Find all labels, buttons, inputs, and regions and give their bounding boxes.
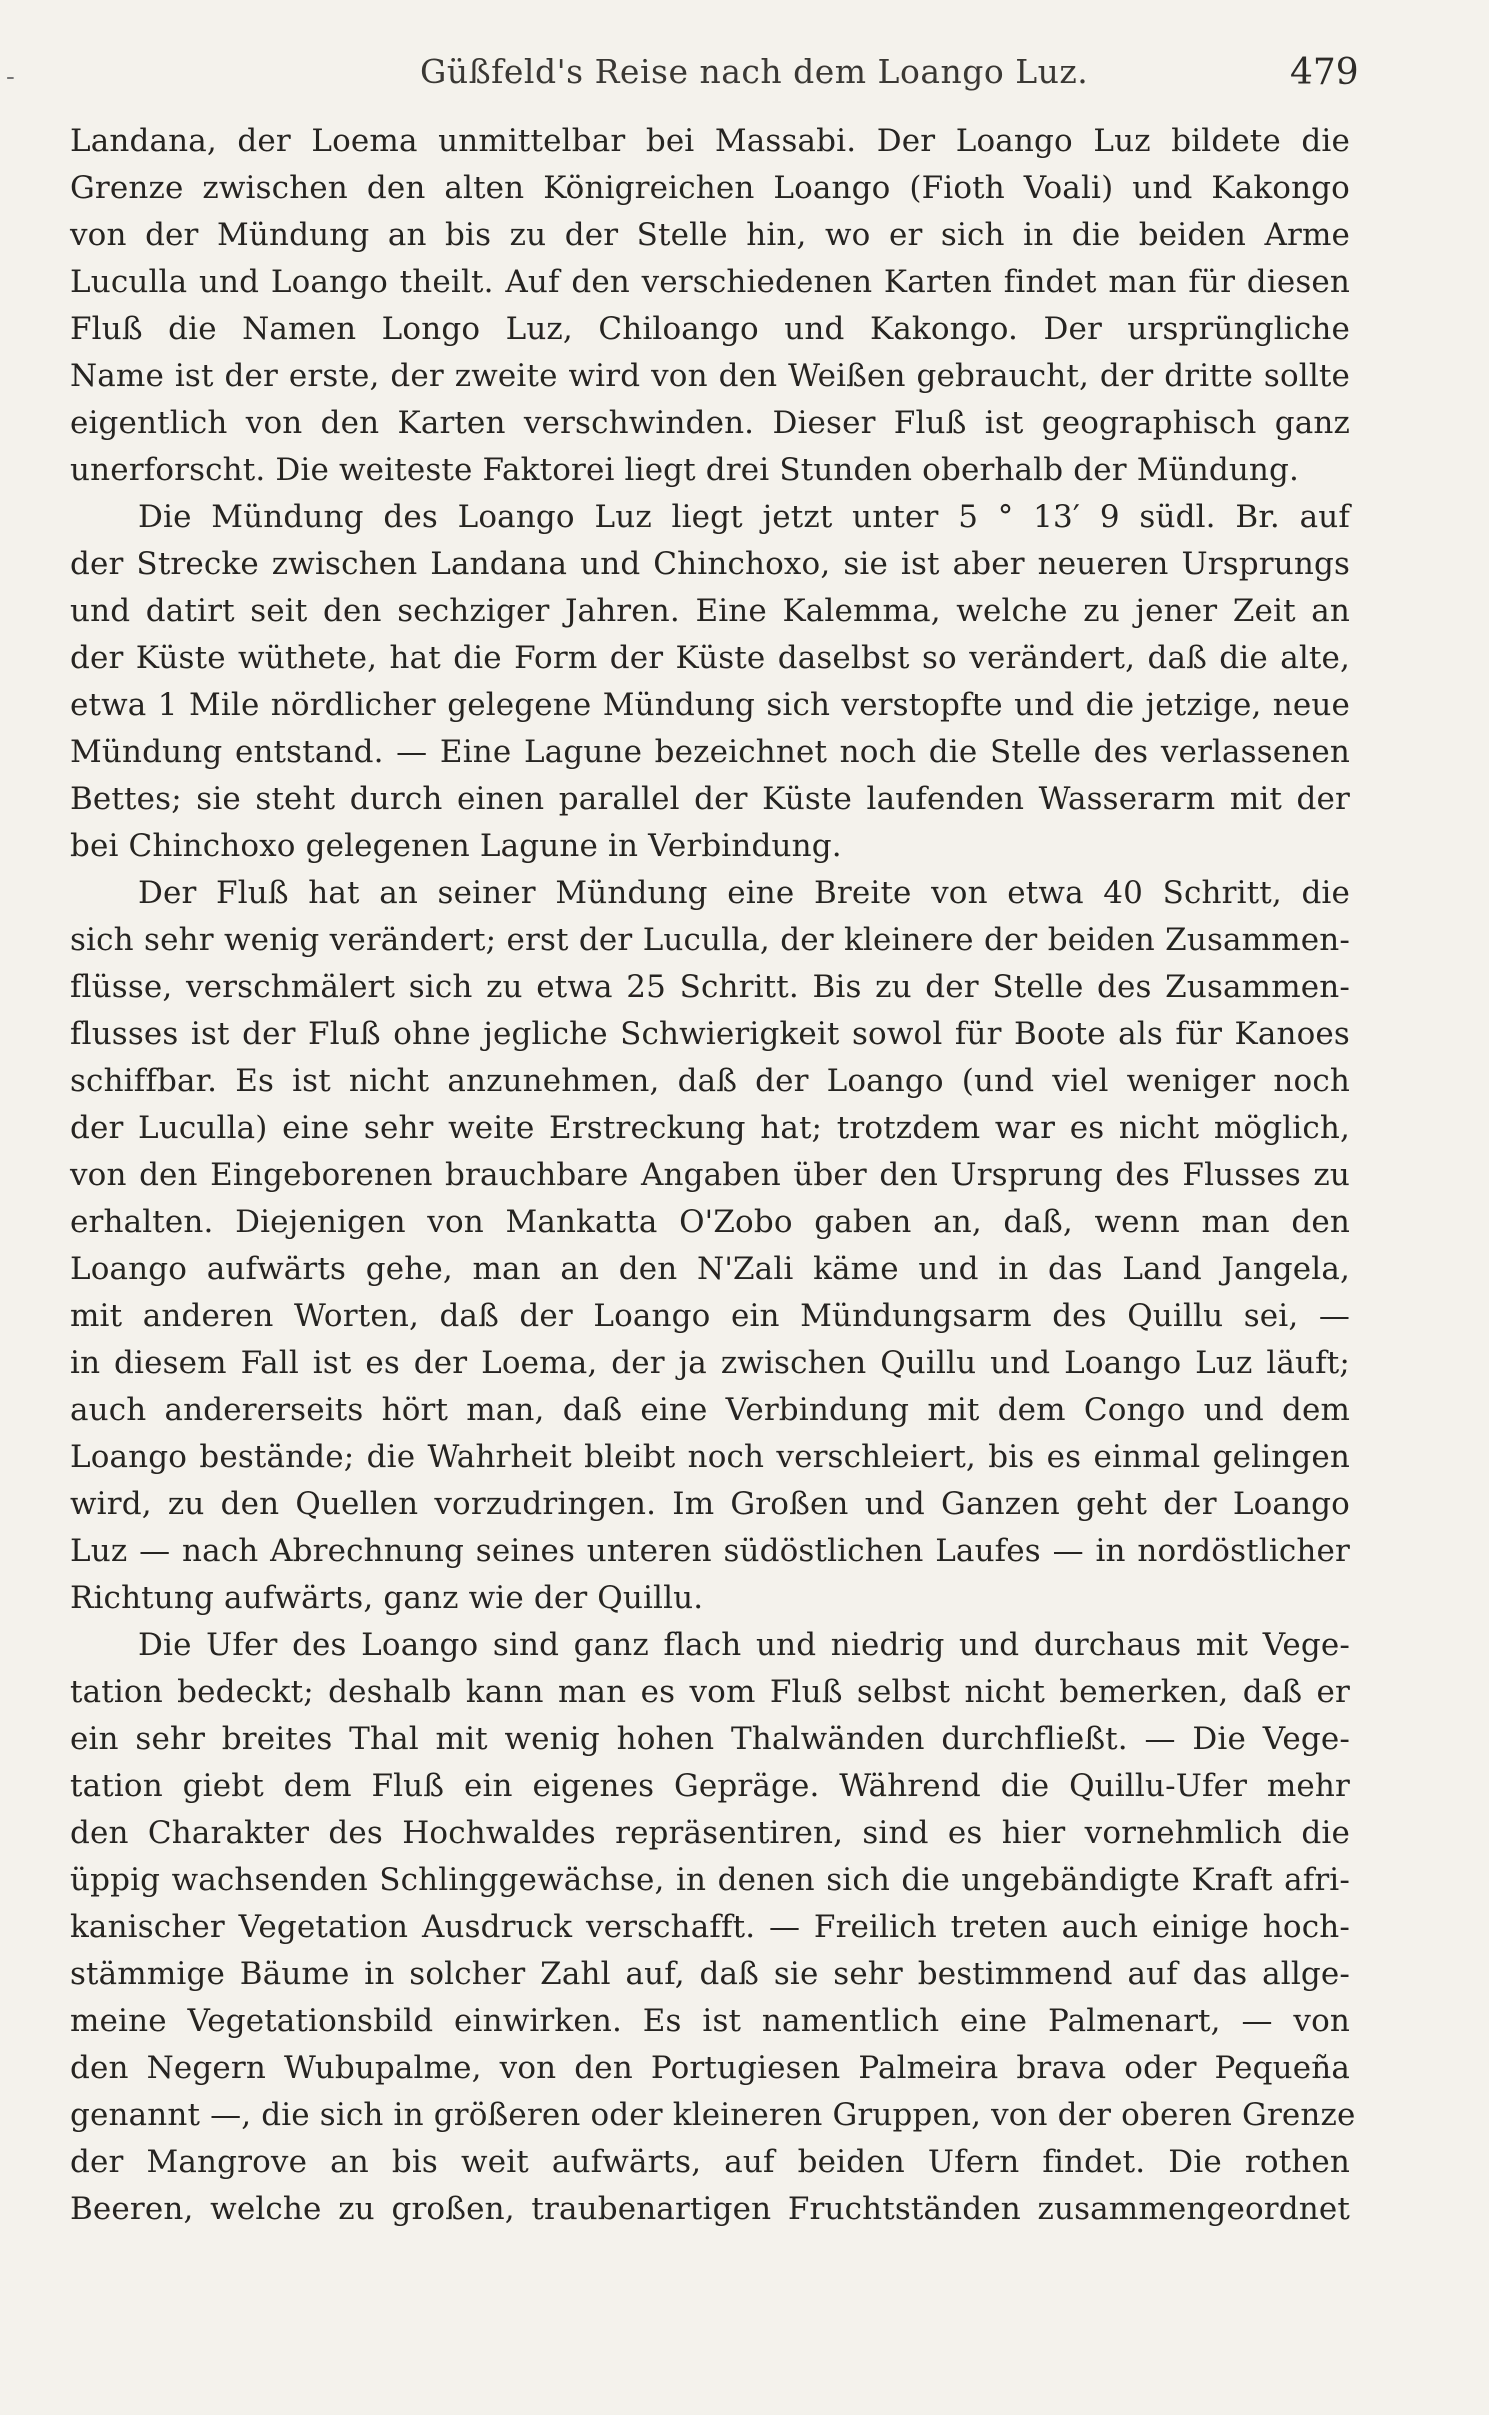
text-line: den Negern Wubupalme, von den Portugiesen Palmeira brava oder Pequeña [70, 2050, 1350, 2086]
text-line: unerforscht. Die weiteste Faktorei liegt drei Stunden oberhalb der Mündung. [70, 452, 1300, 488]
text-line: Name ist der erste, der zweite wird von den Weißen gebraucht, der dritte sollte [70, 358, 1350, 394]
text-line: von der Mündung an bis zu der Stelle hin, wo er sich in die beiden Arme [70, 217, 1350, 253]
text-line: tation bedeckt; deshalb kann man es vom Fluß selbst nicht bemerken, daß er [70, 1674, 1350, 1710]
text-line: Landana, der Loema unmittelbar bei Massabi. Der Loango Luz bildete die [70, 123, 1350, 159]
text-line: von den Eingeborenen brauchbare Angaben über den Ursprung des Flusses zu [70, 1157, 1350, 1193]
text-line: Loango bestände; die Wahrheit bleibt noch verschleiert, bis es einmal gelingen [70, 1439, 1350, 1475]
text-line: flüsse, verschmälert sich zu etwa 25 Schritt. Bis zu der Stelle des Zusammen- [70, 969, 1350, 1005]
text-line: Mündung entstand. — Eine Lagune bezeichnet noch die Stelle des verlassenen [70, 734, 1350, 770]
text-line: Loango aufwärts gehe, man an den N'Zali käme und in das Land Jangela, [70, 1251, 1350, 1287]
text-line: Der Fluß hat an seiner Mündung eine Breite von etwa 40 Schritt, die [138, 875, 1350, 911]
text-line: sich sehr wenig verändert; erst der Luculla, der kleinere der beiden Zusammen- [70, 922, 1350, 958]
text-line: ein sehr breites Thal mit wenig hohen Thalwänden durchfließt. — Die Vege- [70, 1721, 1350, 1757]
body-text [70, 118, 1356, 2233]
text-line: wird, zu den Quellen vorzudringen. Im Großen und Ganzen geht der Loango [70, 1486, 1350, 1522]
text-line: Die Mündung des Loango Luz liegt jetzt unter 5 ° 13′ 9 südl. Br. auf [138, 499, 1350, 535]
text-line: üppig wachsenden Schlinggewächse, in denen sich die ungebändigte Kraft afri- [70, 1862, 1350, 1898]
text-line: Beeren, welche zu großen, traubenartigen Fruchtständen zusammengeordnet [70, 2191, 1350, 2227]
text-line: den Charakter des Hochwaldes repräsentiren, sind es hier vornehmlich die [70, 1815, 1350, 1851]
text-line: Grenze zwischen den alten Königreichen Loango (Fioth Voali) und Kakongo [70, 170, 1350, 206]
text-line: und datirt seit den sechziger Jahren. Eine Kalemma, welche zu jener Zeit an [70, 593, 1350, 629]
text-line: eigentlich von den Karten verschwinden. Dieser Fluß ist geographisch ganz [70, 405, 1350, 441]
margin-mark: - [6, 62, 15, 92]
text-line: kanischer Vegetation Ausdruck verschafft. — Freilich treten auch einige hoch- [70, 1909, 1350, 1945]
text-line: Richtung aufwärts, ganz wie der Quillu. [70, 1580, 704, 1616]
text-line: Luz — nach Abrechnung seines unteren südöstlichen Laufes — in nordöstlicher [70, 1533, 1350, 1569]
text-line: der Strecke zwischen Landana und Chinchoxo, sie ist aber neueren Ursprungs [70, 546, 1350, 582]
text-line: schiffbar. Es ist nicht anzunehmen, daß der Loango (und viel weniger noch [70, 1063, 1350, 1099]
text-line: der Mangrove an bis weit aufwärts, auf beiden Ufern findet. Die rothen [70, 2144, 1350, 2180]
text-line: tation giebt dem Fluß ein eigenes Gepräge. Während die Quillu-Ufer mehr [70, 1768, 1350, 1804]
text-line: genannt —, die sich in größeren oder kleineren Gruppen, von der oberen Grenze [70, 2097, 1356, 2133]
text-line: etwa 1 Mile nördlicher gelegene Mündung sich verstopfte und die jetzige, neue [70, 687, 1350, 723]
text-line: mit anderen Worten, daß der Loango ein Mündungsarm des Quillu sei, — [70, 1298, 1350, 1334]
text-line: meine Vegetationsbild einwirken. Es ist namentlich eine Palmenart, — von [70, 2003, 1350, 2039]
text-line: in diesem Fall ist es der Loema, der ja zwischen Quillu und Loango Luz läuft; [70, 1345, 1350, 1381]
page-number: 479 [1290, 52, 1359, 93]
text-line: bei Chinchoxo gelegenen Lagune in Verbindung. [70, 828, 842, 864]
text-line: der Luculla) eine sehr weite Erstreckung hat; trotzdem war es nicht möglich, [70, 1110, 1350, 1146]
running-head: Güßfeld's Reise nach dem Loango Luz. [420, 52, 1089, 91]
text-line: Die Ufer des Loango sind ganz flach und niedrig und durchaus mit Vege- [138, 1627, 1350, 1663]
text-line: auch andererseits hört man, daß eine Verbindung mit dem Congo und dem [70, 1392, 1350, 1428]
text-line: Fluß die Namen Longo Luz, Chiloango und Kakongo. Der ursprüngliche [70, 311, 1350, 347]
text-line: Bettes; sie steht durch einen parallel der Küste laufenden Wasserarm mit der [70, 781, 1350, 817]
text-line: Luculla und Loango theilt. Auf den verschiedenen Karten findet man für diesen [70, 264, 1350, 300]
text-line: der Küste wüthete, hat die Form der Küste daselbst so verändert, daß die alte, [70, 640, 1350, 676]
text-line: erhalten. Diejenigen von Mankatta O'Zobo gaben an, daß, wenn man den [70, 1204, 1350, 1240]
text-line: stämmige Bäume in solcher Zahl auf, daß sie sehr bestimmend auf das allge- [70, 1956, 1350, 1992]
text-line: flusses ist der Fluß ohne jegliche Schwierigkeit sowol für Boote als für Kanoes [70, 1016, 1350, 1052]
